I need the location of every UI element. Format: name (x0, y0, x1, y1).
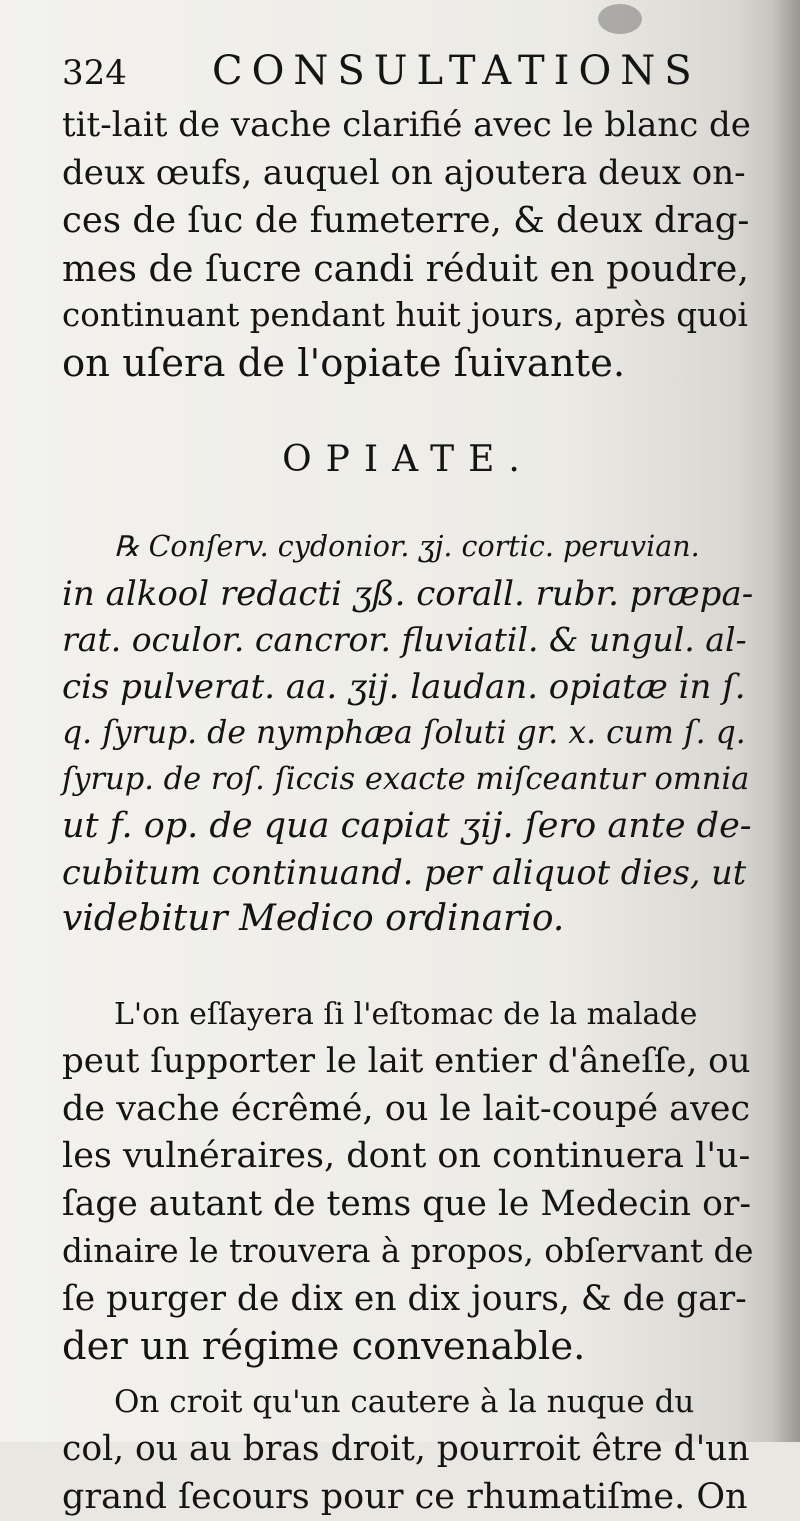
page-number: 324 (62, 53, 212, 93)
text-line: q. ſyrup. de nymphæa ſoluti gr. x. cum ſ. q. (62, 710, 754, 757)
recipe-paragraph (62, 524, 754, 943)
text-line: L'on eſſayera ſi l'eſtomac de la malade (62, 991, 754, 1039)
section-heading: OPIATE. (62, 439, 754, 480)
text-line: ces de ſuc de fumeterre, & deux drag- (62, 197, 754, 245)
text-line: rat. oculor. cancror. fluviatil. & ungul. al- (62, 617, 754, 664)
text-line: peut ſupporter le lait entier d'âneſſe, ou (62, 1038, 754, 1086)
paragraph-3 (62, 1379, 754, 1521)
text-line: deux œufs, auquel on ajoutera deux on- (62, 150, 754, 198)
text-line: ℞ Conſerv. cydonior. ʒj. cortic. peruvian. (62, 524, 754, 571)
text-line: dinaire le trouvera à propos, obſervant de (62, 1228, 754, 1276)
running-title: CONSULTATIONS (212, 48, 701, 94)
text-line: de vache écrêmé, ou le lait-coupé avec (62, 1086, 754, 1134)
text-line: mes de ſucre candi réduit en poudre, (62, 245, 754, 293)
text-line: cis pulverat. aa. ʒij. laudan. opiatæ in ſ. (62, 664, 754, 711)
paragraph-2 (62, 991, 754, 1371)
text-line: ſe purger de dix en dix jours, & de gar- (62, 1276, 754, 1324)
text-line: On croit qu'un cautere à la nuque du (62, 1379, 754, 1427)
page-edge-shadow (772, 0, 800, 1442)
text-line: col, ou au bras droit, pourroit être d'un (62, 1426, 754, 1474)
text-line: cubitum continuand. per aliquot dies, ut (62, 850, 754, 897)
text-line: tit-lait de vache clarifié avec le blanc de (62, 102, 754, 150)
text-line: continuant pendant huit jours, après quoi (62, 292, 754, 340)
paragraph-1 (62, 102, 754, 387)
text-line: ſyrup. de roſ. ſiccis exacte miſceantur omnia (62, 757, 754, 804)
text-line: ſage autant de tems que le Medecin or- (62, 1181, 754, 1229)
text-line: videbitur Medico ordinario. (62, 896, 754, 943)
text-line: der un régime convenable. (62, 1323, 754, 1371)
text-line: on uſera de l'opiate ſuivante. (62, 340, 754, 388)
ink-stain (598, 4, 642, 34)
text-line: grand ſecours pour ce rhumatiſme. On (62, 1474, 754, 1521)
running-head (62, 48, 754, 102)
text-line: ut f. op. de qua capiat ʒij. ſero ante de- (62, 803, 754, 850)
text-line: in alkool redacti ʒß. corall. rubr. præpa- (62, 571, 754, 618)
text-line: les vulnéraires, dont on continuera l'u- (62, 1133, 754, 1181)
